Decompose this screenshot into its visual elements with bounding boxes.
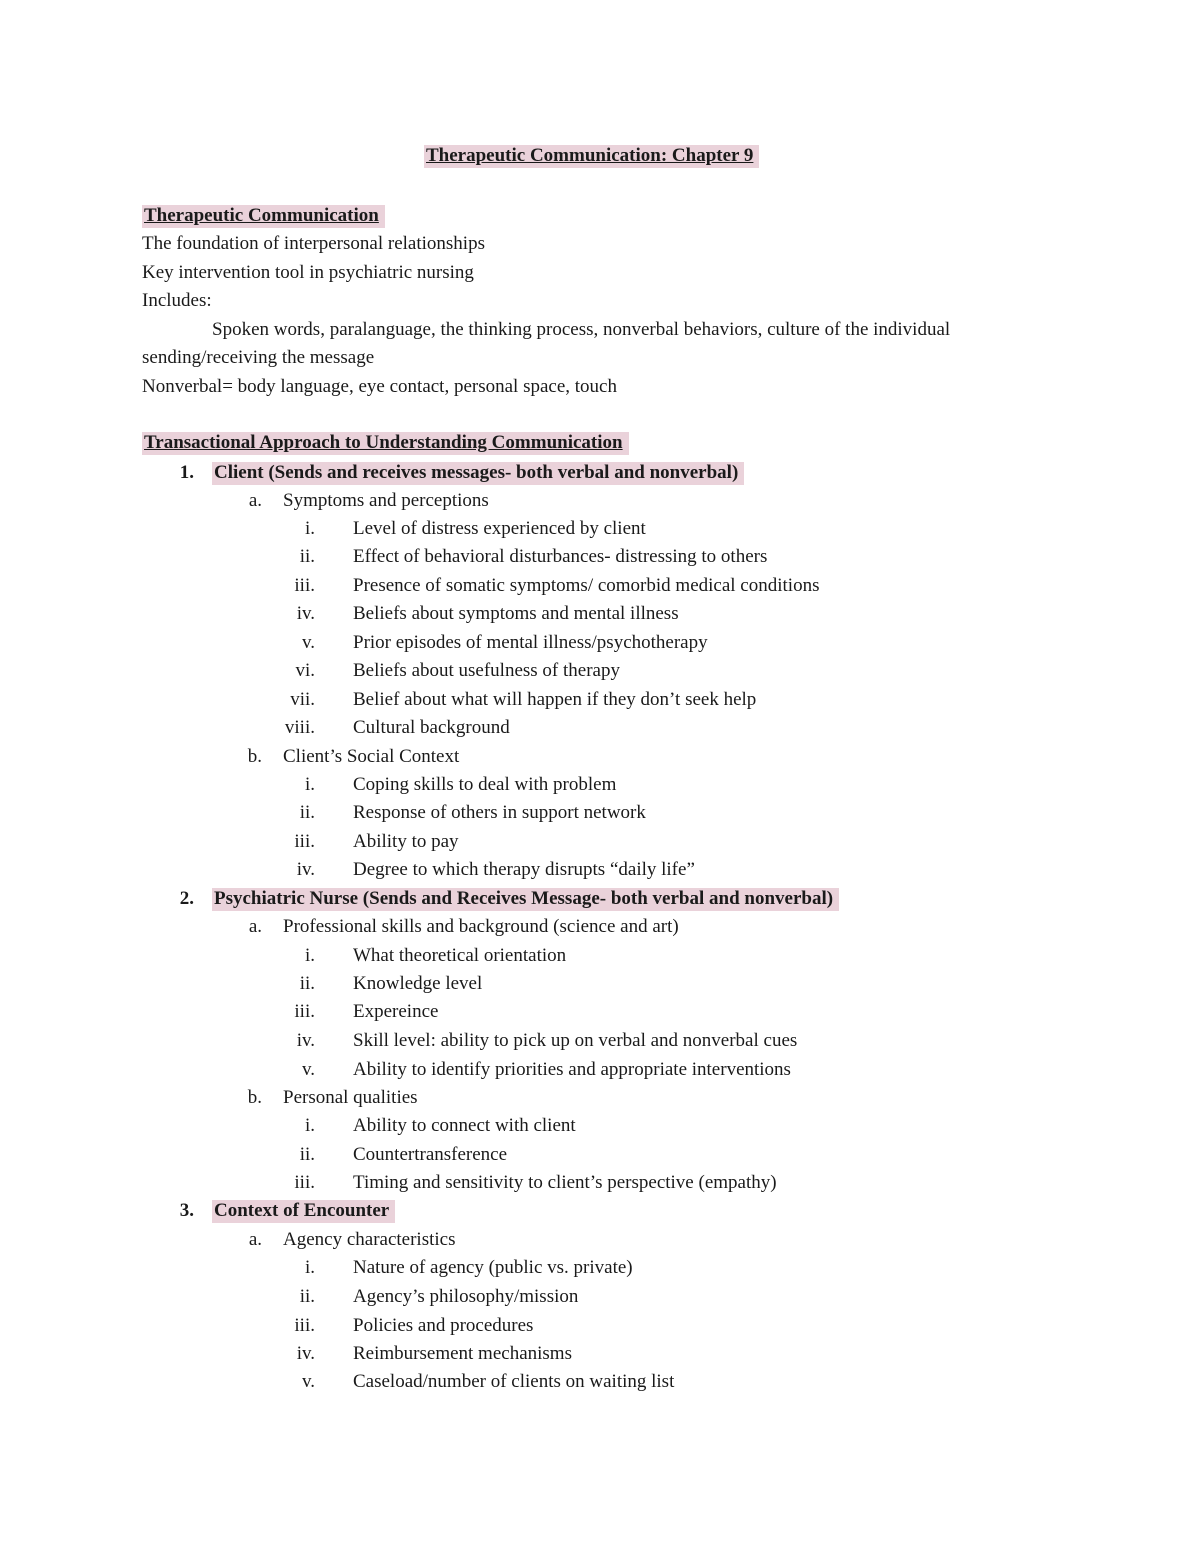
page-title-text: Therapeutic Communication: Chapter 9 [424,145,759,168]
list-item: Timing and sensitivity to client’s perspective (empathy) [353,1172,777,1193]
page-title [424,145,759,169]
list-letter: a. [248,916,262,937]
body-line: Spoken words, paralanguage, the thinking process, nonverbal behaviors, culture of the individual [212,319,951,340]
list-item: Ability to identify priorities and appropriate interventions [353,1059,791,1080]
list-roman: i. [304,774,315,795]
list-item: Expereince [353,1001,439,1022]
list-number: 2. [179,888,194,909]
list-roman: iv. [296,1030,315,1051]
list-roman: i. [304,518,315,539]
list-item: Skill level: ability to pick up on verbal and nonverbal cues [353,1030,798,1051]
list-item: Cultural background [353,717,510,738]
list-item: Degree to which therapy disrupts “daily life” [353,859,695,880]
list-item: Knowledge level [353,973,483,994]
list-item: Belief about what will happen if they don’t seek help [353,689,757,710]
list-letter: a. [248,490,262,511]
list-roman: v. [301,1059,315,1080]
list-item: Effect of behavioral disturbances- distressing to others [353,546,768,567]
list-item: Beliefs about usefulness of therapy [353,660,620,681]
list-roman: ii. [299,802,315,823]
list-item: Caseload/number of clients on waiting list [353,1371,675,1392]
list-item: Countertransference [353,1144,508,1165]
list-roman: i. [304,945,315,966]
list-item: Personal qualities [283,1087,418,1108]
body-line: Key intervention tool in psychiatric nursing [142,262,474,283]
list-number: 3. [179,1200,194,1221]
list-roman: iv. [296,859,315,880]
list-roman: vii. [290,689,315,710]
list-roman: v. [301,1371,315,1392]
body-line: The foundation of interpersonal relationships [142,233,485,254]
list-roman: iii. [294,1315,315,1336]
list-item: Professional skills and background (science and art) [283,916,679,937]
list-roman: i. [304,1115,315,1136]
list-item: Nature of agency (public vs. private) [353,1257,633,1278]
body-line: Includes: [142,290,212,311]
list-item: Policies and procedures [353,1315,534,1336]
section-heading: Therapeutic Communication [142,205,385,229]
list-item: Prior episodes of mental illness/psychotherapy [353,632,708,653]
list-item: Agency’s philosophy/mission [353,1286,579,1307]
list-letter: a. [248,1229,262,1250]
list-item: Response of others in support network [353,802,646,823]
list-item-heading: Psychiatric Nurse (Sends and Receives Message- both verbal and nonverbal) [212,888,839,912]
list-item: Reimbursement mechanisms [353,1343,572,1364]
list-roman: iii. [294,831,315,852]
list-roman: v. [301,632,315,653]
list-letter: b. [247,1087,262,1108]
section-heading: Transactional Approach to Understanding Communication [142,432,629,456]
list-item: What theoretical orientation [353,945,567,966]
list-item: Ability to connect with client [353,1115,576,1136]
list-roman: iii. [294,1172,315,1193]
list-item: Client’s Social Context [283,746,460,767]
list-item-heading: Context of Encounter [212,1200,395,1224]
body-line: Nonverbal= body language, eye contact, personal space, touch [142,376,617,397]
list-item: Level of distress experienced by client [353,518,646,539]
list-roman: iii. [294,1001,315,1022]
list-number: 1. [179,462,194,483]
list-item: Beliefs about symptoms and mental illness [353,603,679,624]
list-item-heading: Client (Sends and receives messages- both verbal and nonverbal) [212,462,744,486]
list-roman: ii. [299,1286,315,1307]
list-item: Coping skills to deal with problem [353,774,617,795]
list-roman: viii. [284,717,315,738]
list-roman: i. [304,1257,315,1278]
list-roman: iv. [296,603,315,624]
body-line: sending/receiving the message [142,347,375,368]
list-roman: iv. [296,1343,315,1364]
list-item: Ability to pay [353,831,459,852]
list-roman: ii. [299,546,315,567]
list-roman: vi. [295,660,315,681]
list-roman: ii. [299,973,315,994]
list-item: Agency characteristics [283,1229,456,1250]
list-letter: b. [247,746,262,767]
list-roman: ii. [299,1144,315,1165]
list-item: Symptoms and perceptions [283,490,489,511]
list-item: Presence of somatic symptoms/ comorbid medical conditions [353,575,820,596]
list-roman: iii. [294,575,315,596]
